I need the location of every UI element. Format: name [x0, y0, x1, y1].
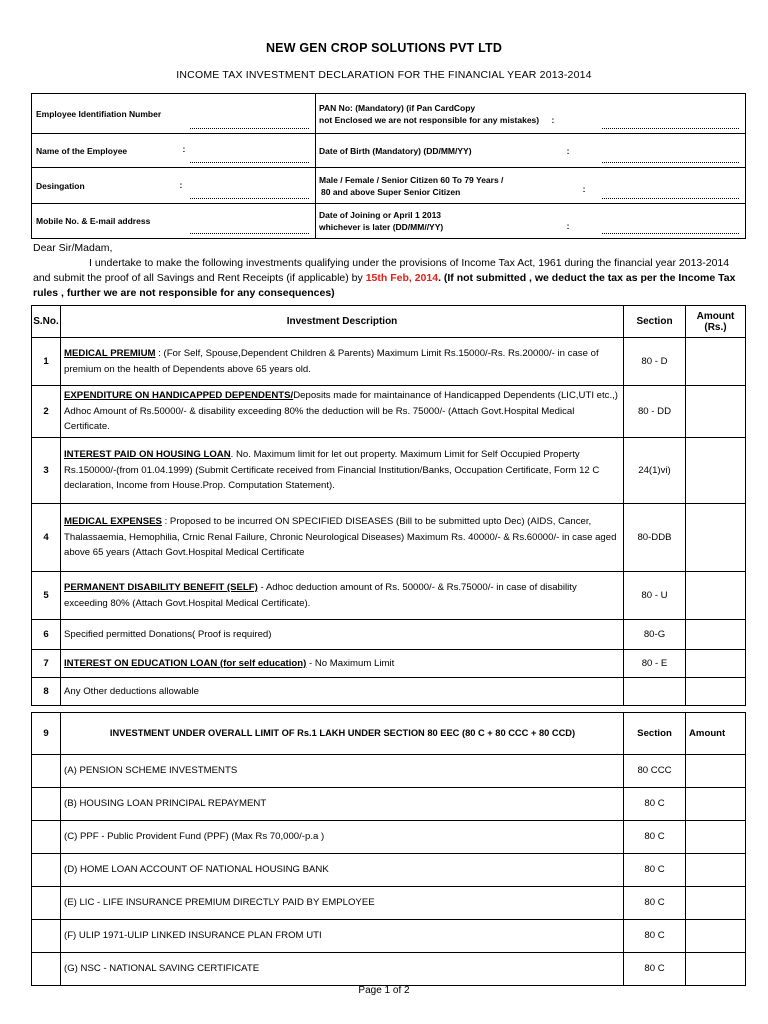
table-row	[32, 650, 746, 678]
gender-category-label: Male / Female / Senior Citizen 60 To 79 Years / 80 and above Super Senior Citizen :	[316, 168, 596, 204]
table-row	[32, 386, 746, 438]
form-title: INCOME TAX INVESTMENT DECLARATION FOR THE FINANCIAL YEAR 2013-2014	[176, 69, 592, 81]
row-sno	[32, 788, 61, 821]
row-section: 80 - DD	[624, 386, 686, 438]
row-description: EXPENDITURE ON HANDICAPPED DEPENDENTS/Deposits made for maintainance of Handicapped Dependents (LIC,UTI etc.,) Adhoc Amount of Rs.50000/- & disability exceeding 80% the deduction will be Rs. 75000/- (Attach Govt.Hospital Medical Certificate.	[61, 386, 624, 438]
row-section: 80 - E	[624, 650, 686, 678]
row-section	[624, 678, 686, 706]
description-header: Investment Description	[61, 306, 624, 338]
mobile-email-field[interactable]	[186, 204, 316, 239]
section-header: Section	[624, 306, 686, 338]
table-row	[32, 572, 746, 620]
employee-id-label: Employee Identifiation Number	[32, 94, 186, 134]
dob-field[interactable]	[596, 134, 746, 168]
row-sno	[32, 920, 61, 953]
amount-input[interactable]	[686, 821, 746, 854]
amount-input[interactable]	[686, 650, 746, 678]
table-row	[32, 338, 746, 386]
amount-header: Amount (Rs.)	[686, 306, 746, 338]
row-section: 80 - D	[624, 338, 686, 386]
row-description: (F) ULIP 1971-ULIP LINKED INSURANCE PLAN FROM UTI	[61, 920, 624, 953]
mobile-email-label: Mobile No. & E-mail address	[32, 204, 186, 239]
row-section: 80 C	[624, 920, 686, 953]
row-section: 80 C	[624, 854, 686, 887]
row-description: (A) PENSION SCHEME INVESTMENTS	[61, 755, 624, 788]
date-of-joining-label: Date of Joining or April 1 2013 whichever is later (DD/MM//YY) :	[316, 204, 596, 239]
investment-table	[31, 305, 746, 986]
row-sno: 4	[32, 504, 61, 572]
table-row	[32, 438, 746, 504]
row-sno	[32, 755, 61, 788]
amount-input[interactable]	[686, 678, 746, 706]
gender-category-field[interactable]	[596, 168, 746, 204]
amount-input[interactable]	[686, 572, 746, 620]
table-row	[32, 504, 746, 572]
row-sno: 8	[32, 678, 61, 706]
employee-name-label: Name of the Employee	[32, 134, 186, 168]
amount-input[interactable]	[686, 386, 746, 438]
row-section: 24(1)vi)	[624, 438, 686, 504]
overall-limit-heading: INVESTMENT UNDER OVERALL LIMIT OF Rs.1 LAKH UNDER SECTION 80 EEC (80 C + 80 CCC + 80 CCD)	[61, 713, 624, 755]
employee-info-table	[31, 93, 746, 239]
employee-id-field[interactable]	[186, 94, 316, 134]
date-of-joining-field[interactable]	[596, 204, 746, 239]
amount-input[interactable]	[686, 438, 746, 504]
table-row	[32, 821, 746, 854]
amount-input[interactable]	[686, 920, 746, 953]
declaration-letter	[33, 241, 738, 301]
overall-amount-header: Amount	[686, 713, 746, 755]
row-description: INTEREST PAID ON HOUSING LOAN. No. Maximum limit for let out property. Maximum Limit for Self Occupied Property Rs.150000/-(from 01.04.1999) (Submit Certificate received from Financial Institution/Banks, Occupation Certificate, Form 12 C declaration, Income from House.Prop. Computation Statement).	[61, 438, 624, 504]
designation-field[interactable]: :	[186, 168, 316, 204]
row-description: (D) HOME LOAN ACCOUNT OF NATIONAL HOUSING BANK	[61, 854, 624, 887]
deadline-date: 15th Feb, 2014	[365, 272, 439, 284]
row-sno	[32, 887, 61, 920]
row-section: 80 - U	[624, 572, 686, 620]
pan-label: PAN No: (Mandatory) (if Pan CardCopy not Enclosed we are not responsible for any mistakes) :	[316, 94, 596, 134]
table-row	[32, 788, 746, 821]
employee-name-field[interactable]: :	[186, 134, 316, 168]
amount-input[interactable]	[686, 338, 746, 386]
amount-input[interactable]	[686, 953, 746, 986]
sno-header: S.No.	[32, 306, 61, 338]
table-row	[32, 678, 746, 706]
row-section: 80 C	[624, 953, 686, 986]
table-row	[32, 854, 746, 887]
dob-label: Date of Birth (Mandatory) (DD/MM/YY) :	[316, 134, 596, 168]
row-description: (B) HOUSING LOAN PRINCIPAL REPAYMENT	[61, 788, 624, 821]
row-description: Any Other deductions allowable	[61, 678, 624, 706]
page-number: Page 1 of 2	[358, 985, 410, 996]
row-sno	[32, 821, 61, 854]
table-row	[32, 755, 746, 788]
row-description: PERMANENT DISABILITY BENEFIT (SELF) - Adhoc deduction amount of Rs. 50000/- & Rs.75000/- in case of disability exceeding 80% (Attach Govt.Hospital Medical Certificate).	[61, 572, 624, 620]
declaration-text: I undertake to make the following investments qualifying under the provisions of Income Tax Act, 1961 during the financial year 2013-2014 and submit the proof of all Savings and Rent Receipts (if applicable) by 15th Feb, 2014. (If not submitted , we deduct the tax as per the Income Tax rules , further we are not responsible for any consequences)	[33, 257, 736, 299]
row-sno	[32, 854, 61, 887]
row-description: INTEREST ON EDUCATION LOAN (for self education) - No Maximum Limit	[61, 650, 624, 678]
company-name: NEW GEN CROP SOLUTIONS PVT LTD	[265, 41, 503, 55]
row-section: 80-DDB	[624, 504, 686, 572]
table-row	[32, 953, 746, 986]
row-sno: 5	[32, 572, 61, 620]
table-row	[32, 887, 746, 920]
row-description: (C) PPF - Public Provident Fund (PPF) (Max Rs 70,000/-p.a )	[61, 821, 624, 854]
row-section: 80 C	[624, 788, 686, 821]
amount-input[interactable]	[686, 854, 746, 887]
row-sno	[32, 953, 61, 986]
row-description: (G) NSC - NATIONAL SAVING CERTIFICATE	[61, 953, 624, 986]
row-section: 80 C	[624, 821, 686, 854]
table-spacer	[32, 706, 746, 713]
row-description: (E) LIC - LIFE INSURANCE PREMIUM DIRECTLY PAID BY EMPLOYEE	[61, 887, 624, 920]
pan-field[interactable]	[596, 94, 746, 134]
amount-input[interactable]	[686, 620, 746, 650]
row-section: 80-G	[624, 620, 686, 650]
amount-input[interactable]	[686, 887, 746, 920]
overall-limit-header-row	[32, 713, 746, 755]
row-sno: 1	[32, 338, 61, 386]
amount-input[interactable]	[686, 755, 746, 788]
table-row	[32, 920, 746, 953]
row-description: MEDICAL PREMIUM : (For Self, Spouse,Dependent Children & Parents) Maximum Limit Rs.15000/-Rs. Rs.20000/- in case of premium on the health of Dependents above 65 years old.	[61, 338, 624, 386]
row-section: 80 C	[624, 887, 686, 920]
designation-label: Desingation	[32, 168, 186, 204]
amount-input[interactable]	[686, 504, 746, 572]
salutation: Dear Sir/Madam,	[33, 242, 113, 254]
row-sno: 9	[32, 713, 61, 755]
table-row	[32, 620, 746, 650]
row-description: Specified permitted Donations( Proof is required)	[61, 620, 624, 650]
amount-input[interactable]	[686, 788, 746, 821]
row-description: MEDICAL EXPENSES : Proposed to be incurred ON SPECIFIED DISEASES (Bill to be submitted upto Dec) (AIDS, Cancer, Thalassaemia, Hemophilia, Crnic Renal Failure, Chronic Neurological Diseases) Maximum Rs. 40000/- & Rs.60000/- in case aged above 65 years (Attach Govt.Hospital Medical Certificate	[61, 504, 624, 572]
overall-section-header: Section	[624, 713, 686, 755]
row-sno: 3	[32, 438, 61, 504]
row-sno: 2	[32, 386, 61, 438]
row-sno: 7	[32, 650, 61, 678]
row-sno: 6	[32, 620, 61, 650]
row-section: 80 CCC	[624, 755, 686, 788]
